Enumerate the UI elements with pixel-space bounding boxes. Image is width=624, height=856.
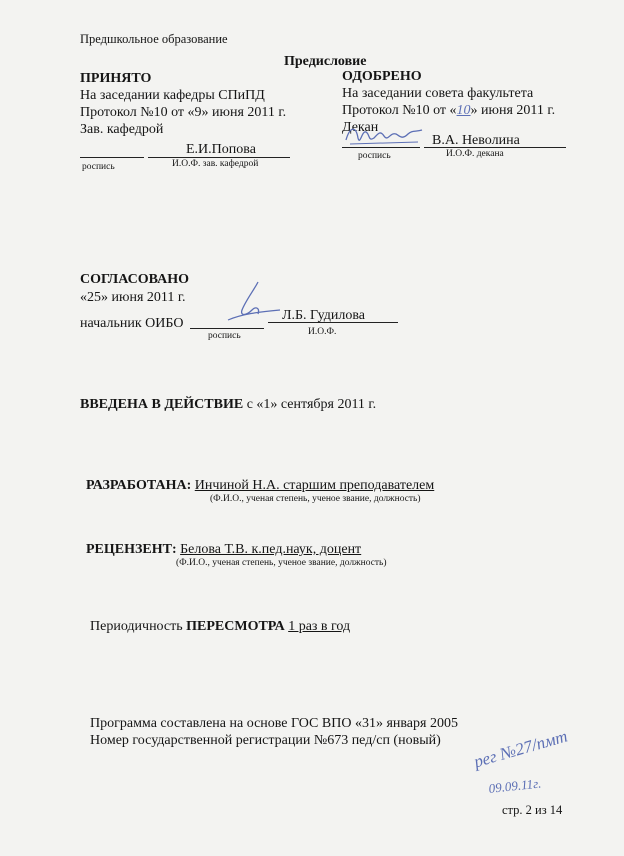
reviewer-caption: (Ф.И.О., ученая степень, ученое звание, должность) xyxy=(176,558,387,568)
page-number: стр. 2 из 14 xyxy=(502,803,563,817)
agreed-sign-caption: роспись xyxy=(208,331,241,341)
agreed-name-caption: И.О.Ф. xyxy=(308,327,337,337)
approved-position: Декан xyxy=(342,120,379,135)
accepted-name: Е.И.Попова xyxy=(186,142,256,157)
handwritten-registration-note: рег №27/пмт xyxy=(471,726,570,772)
program-type: Предшкольное образование xyxy=(80,32,228,46)
agreed-heading: СОГЛАСОВАНО xyxy=(80,272,189,287)
accepted-sign-line xyxy=(80,157,144,158)
approved-name-caption: И.О.Ф. декана xyxy=(446,149,504,159)
revision-frequency: Периодичность ПЕРЕСМОТРА 1 раз в год xyxy=(90,619,351,634)
approved-sign-caption: роспись xyxy=(358,151,391,161)
program-basis: Программа составлена на основе ГОС ВПО «31» января 2005 xyxy=(90,716,458,731)
reviewer: РЕЦЕНЗЕНТ: Белова Т.В. к.пед.наук, доцент xyxy=(86,542,362,557)
dean-signature xyxy=(344,122,424,148)
accepted-line1: На заседании кафедры СПиПД xyxy=(80,88,265,103)
accepted-heading: ПРИНЯТО xyxy=(80,71,152,86)
developed-caption: (Ф.И.О., ученая степень, ученое звание, должность) xyxy=(210,494,421,504)
approved-protocol: Протокол №10 от «10» июня 2011 г. xyxy=(342,103,556,118)
accepted-protocol: Протокол №10 от «9» июня 2011 г. xyxy=(80,105,287,120)
agreed-name: Л.Б. Гудилова xyxy=(282,308,365,323)
accepted-position: Зав. кафедрой xyxy=(80,122,164,137)
agreed-position: начальник ОИБО xyxy=(80,316,184,331)
revision-value: 1 раз в год xyxy=(288,619,351,634)
developed-by: РАЗРАБОТАНА: Инчиной Н.А. старшим преподавателем xyxy=(86,478,435,493)
accepted-name-line xyxy=(148,157,290,158)
approved-heading: ОДОБРЕНО xyxy=(342,69,422,84)
handwritten-registration-date: 09.09.11г. xyxy=(487,775,542,796)
accepted-name-caption: И.О.Ф. зав. кафедрой xyxy=(172,159,259,169)
agreed-sign-line xyxy=(190,328,264,329)
effective-date: ВВЕДЕНА В ДЕЙСТВИЕ с «1» сентября 2011 г. xyxy=(80,397,377,412)
developed-by-value: Инчиной Н.А. старшим преподавателем xyxy=(194,478,435,493)
approved-name: В.А. Неволина xyxy=(432,133,520,148)
reviewer-value: Белова Т.В. к.пед.наук, доцент xyxy=(180,542,362,557)
approved-line1: На заседании совета факультета xyxy=(342,86,534,101)
page-title: Предисловие xyxy=(284,54,367,69)
oibo-signature xyxy=(224,280,284,326)
agreed-date: «25» июня 2011 г. xyxy=(80,290,186,305)
accepted-sign-caption: роспись xyxy=(82,162,115,172)
approved-day-handwritten: 10 xyxy=(456,103,471,118)
registration-number: Номер государственной регистрации №673 пед/сп (новый) xyxy=(90,733,441,748)
